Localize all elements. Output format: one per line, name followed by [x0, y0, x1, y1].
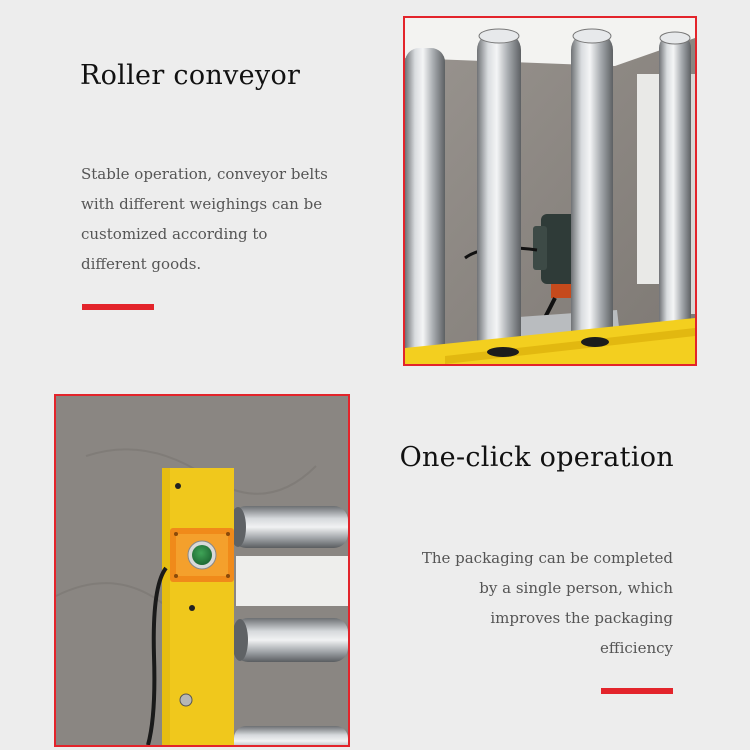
section-title: One-click operation: [399, 442, 674, 473]
description-line: with different weighings can be: [81, 195, 323, 213]
description-line: Stable operation, conveyor belts: [81, 165, 328, 183]
description-line: improves the packaging: [490, 609, 673, 627]
description-line: by a single person, which: [479, 579, 673, 597]
section-description: [373, 543, 673, 663]
description-line: efficiency: [600, 639, 673, 657]
one-click-operation-section: [0, 380, 750, 750]
accent-bar: [601, 688, 673, 694]
description-line: customized according to: [81, 225, 268, 243]
description-line: different goods.: [81, 255, 202, 273]
roller-conveyor-photo: [403, 16, 697, 366]
roller-conveyor-illustration: [405, 18, 695, 364]
description-line: The packaging can be completed: [421, 549, 673, 567]
section-description: [81, 159, 371, 279]
accent-bar: [82, 304, 154, 310]
control-button-illustration: [56, 396, 348, 745]
control-button-photo: [54, 394, 350, 747]
section-title: Roller conveyor: [80, 60, 301, 91]
